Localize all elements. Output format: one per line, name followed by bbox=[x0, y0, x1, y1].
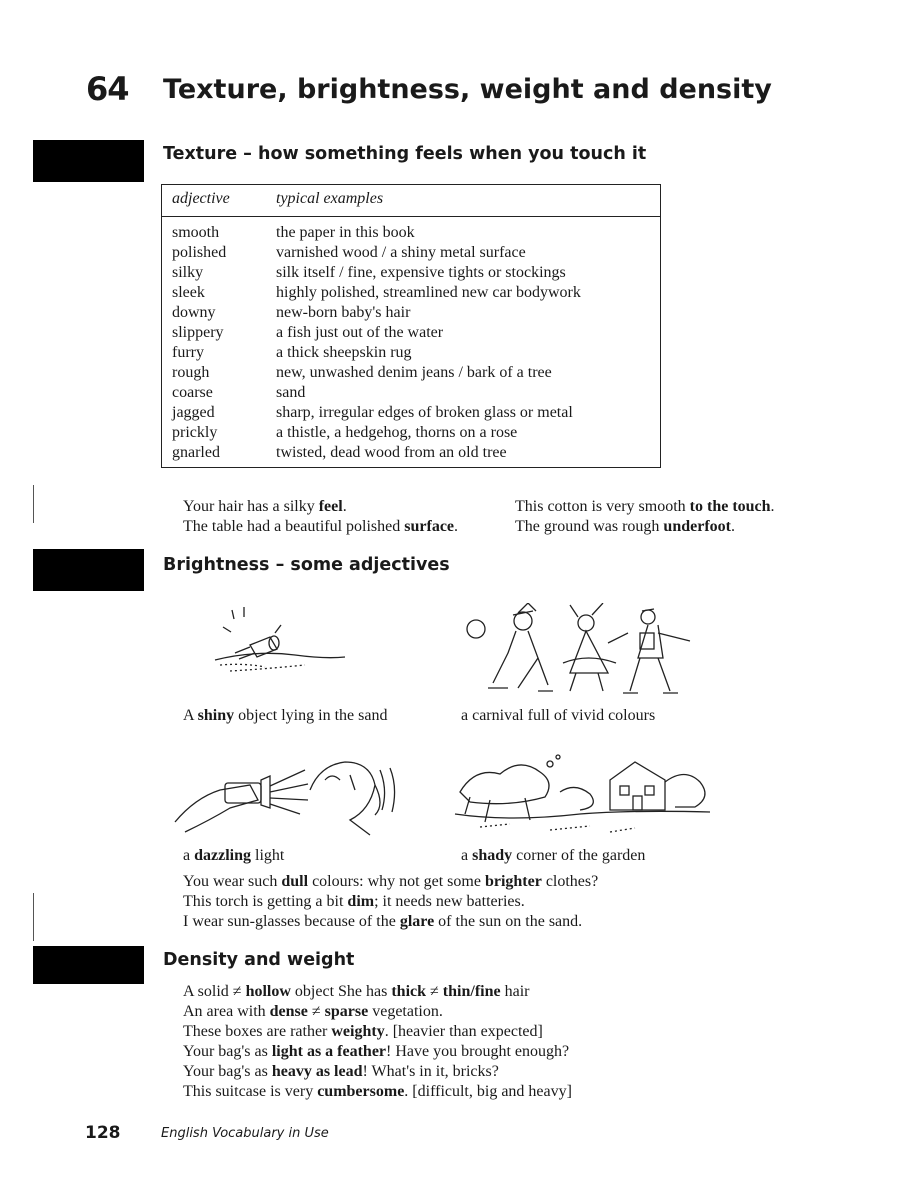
table-row bbox=[162, 343, 661, 363]
section-marker-brightness bbox=[33, 549, 144, 591]
example-cell: new, unwashed denim jeans / bark of a tree bbox=[276, 364, 552, 381]
table-row bbox=[162, 383, 661, 403]
example-sentence: The table had a beautiful polished surface. bbox=[183, 518, 459, 535]
caption-shady: a shady corner of the garden bbox=[461, 847, 646, 864]
example-cell: the paper in this book bbox=[276, 224, 415, 241]
example-cell: a thistle, a hedgehog, thorns on a rose bbox=[276, 424, 518, 441]
density-heading: Density and weight bbox=[163, 950, 355, 970]
section-marker-density bbox=[33, 946, 144, 984]
example-sentence: This cotton is very smooth to the touch. bbox=[515, 498, 775, 515]
dazzling-light-illustration bbox=[170, 750, 410, 845]
table-row bbox=[162, 263, 661, 283]
example-sentence: An area with dense ≠ sparse vegetation. bbox=[183, 1003, 443, 1020]
example-sentence: This torch is getting a bit dim; it needs new batteries. bbox=[183, 893, 525, 910]
texture-table bbox=[161, 184, 661, 468]
table-row bbox=[162, 323, 661, 343]
example-cell: varnished wood / a shiny metal surface bbox=[276, 244, 526, 261]
example-cell: a thick sheepskin rug bbox=[276, 344, 412, 361]
example-cell: sharp, irregular edges of broken glass or metal bbox=[276, 404, 573, 421]
adjective-cell: prickly bbox=[172, 424, 218, 441]
adjective-cell: sleek bbox=[172, 284, 205, 301]
adjective-cell: silky bbox=[172, 264, 204, 281]
shady-garden-illustration bbox=[450, 752, 720, 840]
example-sentence: I wear sun-glasses because of the glare of the sun on the sand. bbox=[183, 913, 583, 930]
table-row bbox=[162, 217, 661, 244]
adjective-cell: downy bbox=[172, 304, 216, 321]
table-row bbox=[162, 283, 661, 303]
example-sentence: You wear such dull colours: why not get some brighter clothes? bbox=[183, 873, 599, 890]
adjective-cell: jagged bbox=[172, 404, 215, 421]
brightness-heading: Brightness – some adjectives bbox=[163, 555, 450, 575]
shiny-object-illustration bbox=[195, 605, 355, 685]
carnival-illustration bbox=[458, 603, 708, 695]
adjective-cell: rough bbox=[172, 364, 210, 381]
example-cell: highly polished, streamlined new car bodywork bbox=[276, 284, 581, 301]
example-sentence: Your bag's as heavy as lead! What's in it, bricks? bbox=[183, 1063, 499, 1080]
section-marker-texture bbox=[33, 140, 144, 182]
texture-heading: Texture – how something feels when you touch it bbox=[163, 144, 647, 164]
example-cell: twisted, dead wood from an old tree bbox=[276, 444, 507, 461]
example-sentence: The ground was rough underfoot. bbox=[515, 518, 735, 535]
table-row bbox=[162, 243, 661, 263]
example-sentence: This suitcase is very cumbersome. [difficult, big and heavy] bbox=[183, 1083, 572, 1100]
table-row bbox=[162, 443, 661, 468]
example-cell: new-born baby's hair bbox=[276, 304, 411, 321]
margin-line bbox=[33, 485, 34, 523]
caption-dazzling: a dazzling light bbox=[183, 847, 285, 864]
example-sentence: These boxes are rather weighty. [heavier than expected] bbox=[183, 1023, 543, 1040]
example-cell: a fish just out of the water bbox=[276, 324, 444, 341]
adjective-cell: coarse bbox=[172, 384, 213, 401]
example-sentence: Your hair has a silky feel. bbox=[183, 498, 347, 515]
adjective-cell: smooth bbox=[172, 224, 220, 241]
book-title: English Vocabulary in Use bbox=[161, 1126, 329, 1141]
table-row bbox=[162, 303, 661, 323]
caption-shiny: A shiny object lying in the sand bbox=[183, 707, 388, 724]
example-sentence: Your bag's as light as a feather! Have you brought enough? bbox=[183, 1043, 570, 1060]
adjective-cell: polished bbox=[172, 244, 227, 261]
adjective-cell: gnarled bbox=[172, 444, 220, 461]
unit-number: 64 bbox=[86, 70, 129, 108]
adjective-cell: slippery bbox=[172, 324, 224, 341]
column-header-examples: typical examples bbox=[266, 185, 661, 217]
example-sentence: A solid ≠ hollow object She has thick ≠ thin/fine hair bbox=[183, 983, 530, 1000]
table-row bbox=[162, 403, 661, 423]
column-header-adjective: adjective bbox=[162, 185, 267, 217]
example-cell: silk itself / fine, expensive tights or stockings bbox=[276, 264, 566, 281]
adjective-cell: furry bbox=[172, 344, 204, 361]
margin-line bbox=[33, 893, 34, 941]
table-row bbox=[162, 363, 661, 383]
page-title: Texture, brightness, weight and density bbox=[163, 74, 772, 105]
example-cell: sand bbox=[276, 384, 306, 401]
caption-vivid: a carnival full of vivid colours bbox=[461, 707, 656, 724]
table-row bbox=[162, 423, 661, 443]
page-number: 128 bbox=[85, 1123, 121, 1143]
